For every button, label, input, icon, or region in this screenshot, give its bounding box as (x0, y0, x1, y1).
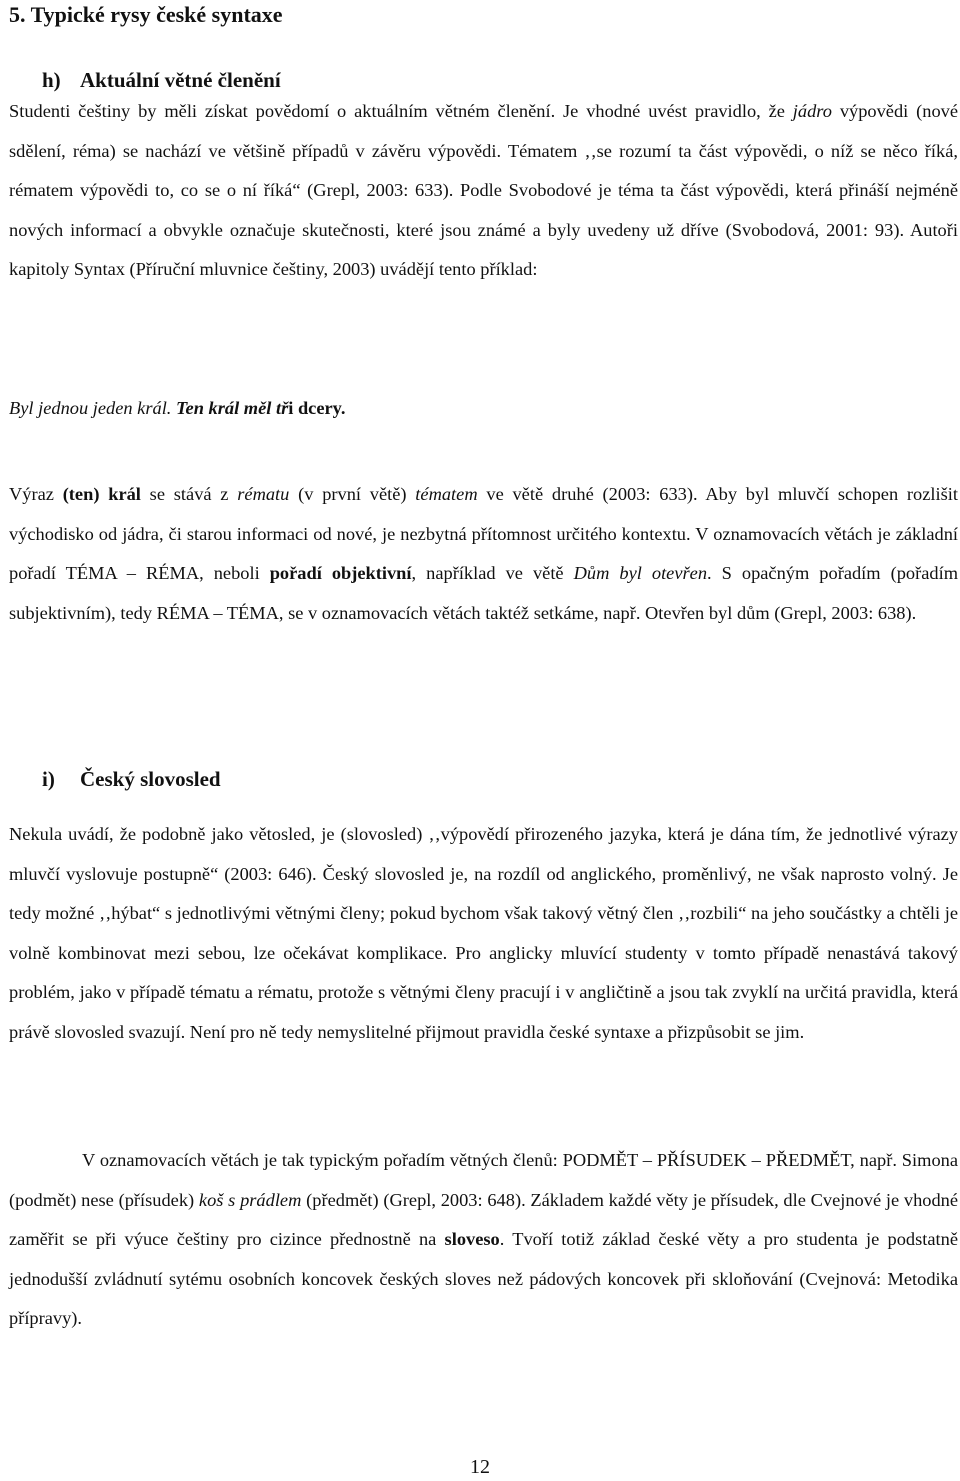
bold-poradi-objektivni: pořadí objektivní (269, 563, 412, 583)
text-run: (předmět) (Grepl, 2003: 648). Základem každé věty je přísudek, dle Cvejnové je vhodné zaměřit se při výuce češtiny pro cizince přednostně na (9, 1189, 959, 1249)
section-i-title: Český slovosled (80, 767, 221, 791)
italic-dum-byl-otevren: Dům byl otevřen (573, 563, 708, 583)
section-h-letter: h) (42, 68, 61, 92)
paragraph-poradi-clenu (9, 1141, 958, 1339)
text-run: ve větě druhé (2003: 633). Aby byl mluvčí schopen rozlišit východisko od jádra, či starou informaci od nové, je nezbytná přítomnost určitého kontextu. V oznamovacích větách je základní pořadí TÉMA – RÉMA, neboli (9, 484, 958, 583)
paragraph-tema-rema (9, 475, 958, 633)
text-run: V oznamovacích větách je tak typickým pořadím větných členů: PODMĚT – PŘÍSUDEK – PŘEDMĚT, např. Simona (podmět) nese (přísudek) (9, 1150, 958, 1210)
bold-sloveso: sloveso (444, 1229, 500, 1249)
text-run: (v první větě) (289, 484, 416, 504)
paragraph-slovosled: Nekula uvádí, že podobně jako větosled, je (slovosled) ‚‚výpovědí přirozeného jazyka, která je dána tím, že jednotlivé výrazy mluvčí vyslovuje postupně“ (2003: 646). Český slovosled je, na rozdíl od anglického, proměnlivý, ne však naprosto volný. Je tedy možné ‚‚hýbat“ s jednotlivými větnými členy; pokud bychom však takový větný člen ‚‚rozbili“ na jeho součástky a chtěli je volně kombinovat mezi sebou, lze očekávat komplikace. Pro anglicky mluvící studenty v tomto případě nenastává takový problém, jako v případě tématu a rématu, protože s větnými členy pracují i v angličtině a jsou tak zvyklí na určitá pravidla, která právě slovosled svazují. Není pro ně tedy nemyslitelné přijmout pravidla české syntaxe a přizpůsobit se jim. (9, 824, 958, 1042)
italic-tematem: tématem (415, 484, 478, 504)
section-i-heading (42, 765, 221, 793)
text-run: Studenti češtiny by měli získat povědomí o aktuálním větném členění. Je vhodné uvést pravidlo, že (9, 101, 793, 121)
section-i-letter: i) (42, 767, 55, 791)
text-run: Výraz (9, 484, 63, 504)
italic-kos-s-pradlem: koš s prádlem (198, 1189, 302, 1210)
section-h-title: Aktuální větné členění (80, 68, 281, 92)
example-part-2: Ten král měl tř (176, 398, 289, 418)
chapter-heading: 5. Typické rysy české syntaxe (9, 2, 283, 27)
example-part-3: i dcery. (288, 398, 346, 418)
example-part-1: Byl jednou jeden král. (9, 398, 176, 418)
text-run: . Tvoří totiž základ české věty a pro studenta je podstatně jednodušší zvládnutí sytému osobních koncovek českých sloves než pádových koncovek při skloňování (Cvejnová: Metodika přípravy). (9, 1229, 958, 1328)
text-run: , například ve větě (411, 563, 574, 583)
italic-jadro: jádro (792, 101, 832, 121)
section-h-heading (42, 66, 281, 94)
bold-ten-kral: (ten) král (62, 484, 141, 504)
text-run: výpovědi (nové sdělení, réma) se nachází ve většině případů v závěru výpovědi. Tématem ‚‚se rozumí ta část výpovědi, o níž se něco říká, rématem výpovědi to, co se o ní říká“ (Grepl, 2003: 633). Podle Svobodové je téma ta část výpovědi, která přináší nejméně nových informací a obvykle označuje skutečnosti, které jsou známé a byly uvedeny už dříve (Svobodová, 2001: 93). Autoři kapitoly Syntax (Příruční mluvnice češtiny, 2003) uvádějí tento příklad: (9, 101, 958, 279)
text-run: se stává z (140, 484, 238, 504)
example-sentence (9, 389, 345, 429)
paragraph-aktualni-cleneni (9, 92, 958, 290)
text-run: . S opačným pořadím (pořadím subjektivním), tedy RÉMA – TÉMA, se v oznamovacích větách taktéž setkáme, např. Otevřen byl dům (Grepl, 2003: 638). (9, 563, 959, 623)
page-number: 12 (470, 1456, 490, 1478)
italic-rematu: rématu (237, 484, 290, 504)
